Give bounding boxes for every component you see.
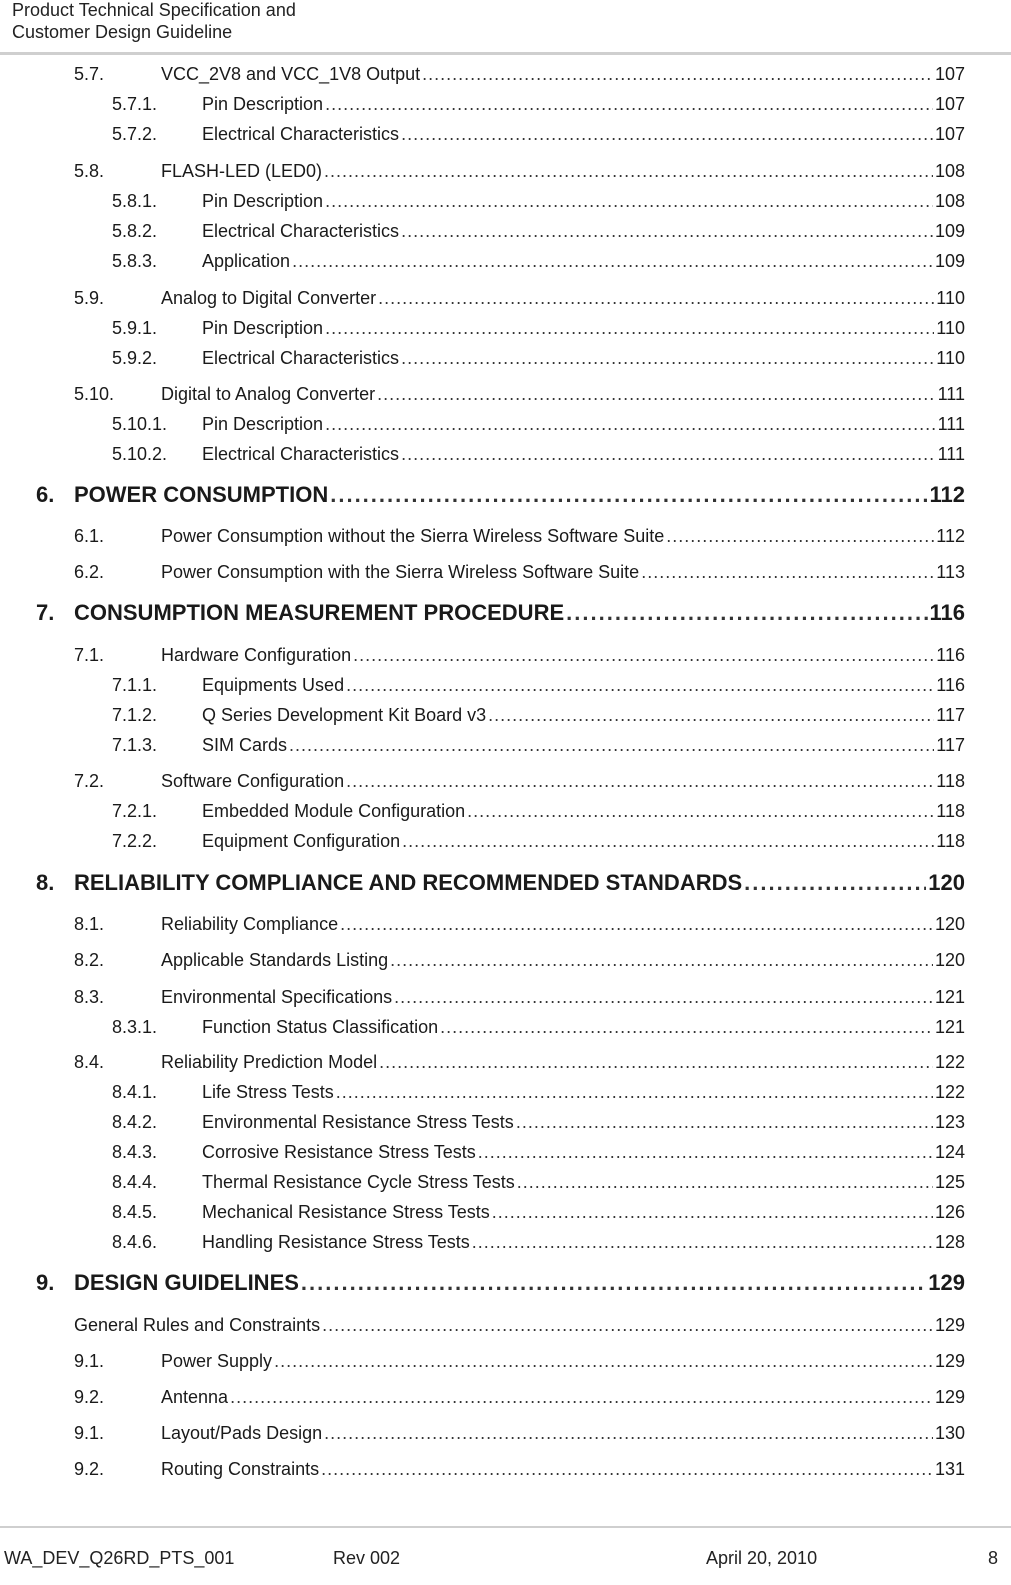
toc-dot-leader: [401, 348, 934, 369]
toc-entry-line: [74, 1315, 965, 1336]
toc-entry-title[interactable]: SIM Cards: [202, 735, 288, 755]
toc-dot-leader: [401, 124, 933, 145]
toc-entry-line: [202, 705, 965, 726]
toc-entry-line: [161, 1351, 965, 1372]
toc-entry-line: [202, 831, 965, 852]
toc-dot-leader: [641, 562, 934, 583]
toc-entry-number: 5.8.1.: [112, 191, 158, 211]
toc-entry-page-number[interactable]: 118: [936, 831, 965, 851]
toc-entry-number: 9.2.: [74, 1459, 105, 1479]
toc-entry-page-number[interactable]: 122: [934, 1082, 965, 1102]
toc-dot-leader: [353, 645, 934, 666]
toc-entry-number: 9.1.: [74, 1351, 105, 1371]
toc-entry-page-number[interactable]: 116: [929, 600, 965, 625]
toc-entry-line: [161, 288, 965, 309]
toc-entry-title[interactable]: Layout/Pads Design: [161, 1423, 323, 1443]
toc-entry-number: 8.3.: [74, 987, 105, 1007]
toc-entry-number: 8.4.3.: [112, 1142, 158, 1162]
toc-entry-number: 8.2.: [74, 950, 105, 970]
toc-entry-number: 8.: [36, 870, 55, 895]
toc-entry-line: [161, 64, 965, 85]
toc-entry-number: 5.7.2.: [112, 124, 158, 144]
toc-entry-line: [161, 1459, 965, 1480]
toc-entry-line: [161, 1423, 965, 1444]
toc-entry-page-number[interactable]: 129: [934, 1351, 965, 1371]
toc-dot-leader: [517, 1172, 933, 1193]
toc-entry-line: [202, 1112, 965, 1133]
toc-entry-number: 5.9.2.: [112, 348, 158, 368]
footer-revision: Rev 002: [333, 1548, 401, 1568]
toc-entry-title[interactable]: VCC_2V8 and VCC_1V8 Output: [161, 64, 421, 84]
toc-entry-title[interactable]: Q Series Development Kit Board v3: [202, 705, 487, 725]
toc-entry-page-number[interactable]: 129: [934, 1387, 965, 1407]
toc-entry-page-number[interactable]: 118: [936, 771, 965, 791]
toc-entry-line: [202, 124, 965, 145]
toc-entry-title[interactable]: Electrical Characteristics: [202, 348, 400, 368]
toc-entry-title[interactable]: Antenna: [161, 1387, 229, 1407]
toc-dot-leader: [488, 705, 934, 726]
toc-entry-page-number[interactable]: 116: [936, 675, 965, 695]
toc-entry-number: 5.7.: [74, 64, 105, 84]
toc-dot-leader: [325, 191, 933, 212]
toc-dot-leader: [324, 1423, 933, 1444]
toc-dot-leader: [330, 482, 927, 508]
toc-dot-leader: [324, 161, 933, 182]
toc-entry-page-number[interactable]: 111: [937, 414, 965, 434]
toc-entry-line: [202, 414, 965, 435]
footer-page-number: 8: [988, 1548, 999, 1568]
toc-entry-title[interactable]: FLASH-LED (LED0): [161, 161, 323, 181]
toc-entry-title[interactable]: Life Stress Tests: [202, 1082, 334, 1102]
toc-dot-leader: [230, 1387, 933, 1408]
toc-entry-page-number[interactable]: 109: [934, 221, 965, 241]
toc-dot-leader: [325, 94, 933, 115]
toc-entry-number: 7.1.: [74, 645, 105, 665]
toc-entry-page-number[interactable]: 112: [929, 482, 965, 507]
toc-entry-line: [161, 384, 965, 405]
footer-date: April 20, 2010: [706, 1548, 818, 1568]
toc-dot-leader: [744, 870, 926, 896]
toc-entry-line: [202, 1232, 965, 1253]
toc-dot-leader: [301, 1270, 926, 1296]
toc-dot-leader: [289, 735, 934, 756]
toc-entry-page-number[interactable]: 124: [934, 1142, 965, 1162]
toc-dot-leader: [346, 675, 934, 696]
toc-entry-title[interactable]: Power Consumption with the Sierra Wireless Software Suite: [161, 562, 640, 582]
toc-dot-leader: [390, 950, 933, 971]
toc-entry-number: 6.1.: [74, 526, 105, 546]
toc-entry-page-number[interactable]: 126: [934, 1202, 965, 1222]
toc-entry-line: [161, 645, 965, 666]
toc-entry-title[interactable]: Electrical Characteristics: [202, 444, 400, 464]
toc-dot-leader: [274, 1351, 933, 1372]
toc-entry-line: [161, 987, 965, 1008]
toc-entry-title[interactable]: Pin Description: [202, 414, 324, 434]
toc-dot-leader: [401, 444, 936, 465]
toc-dot-leader: [340, 914, 933, 935]
toc-entry-title[interactable]: Routing Constraints: [161, 1459, 320, 1479]
toc-entry-line: [202, 1082, 965, 1103]
toc-entry-page-number[interactable]: 120: [934, 914, 965, 934]
toc-entry-number: 5.10.1.: [112, 414, 168, 434]
toc-entry-line: [202, 1202, 965, 1223]
toc-entry-page-number[interactable]: 113: [936, 562, 965, 582]
toc-entry-number: 5.9.1.: [112, 318, 158, 338]
toc-dot-leader: [472, 1232, 933, 1253]
toc-entry-title[interactable]: Digital to Analog Converter: [161, 384, 376, 404]
toc-entry-title[interactable]: CONSUMPTION MEASUREMENT PROCEDURE: [74, 600, 565, 625]
toc-entry-page-number[interactable]: 117: [936, 735, 965, 755]
toc-entry-line: [202, 348, 965, 369]
toc-entry-number: 7.: [36, 600, 55, 625]
toc-entry-title[interactable]: Function Status Classification: [202, 1017, 439, 1037]
toc-entry-line: [161, 1052, 965, 1073]
toc-entry-title[interactable]: Analog to Digital Converter: [161, 288, 377, 308]
toc-entry-number: 8.3.1.: [112, 1017, 158, 1037]
toc-entry-line: [202, 1142, 965, 1163]
toc-dot-leader: [377, 384, 936, 405]
toc-entry-number: 5.8.3.: [112, 251, 158, 271]
toc-entry-number: 5.7.1.: [112, 94, 158, 114]
toc-entry-line: [202, 221, 965, 242]
toc-entry-title[interactable]: Corrosive Resistance Stress Tests: [202, 1142, 476, 1162]
toc-entry-line: [202, 191, 965, 212]
toc-dot-leader: [401, 221, 933, 242]
toc-dot-leader: [378, 288, 934, 309]
toc-dot-leader: [321, 1459, 933, 1480]
toc-entry-page-number[interactable]: 112: [936, 526, 965, 546]
toc-entry-title[interactable]: Mechanical Resistance Stress Tests: [202, 1202, 490, 1222]
toc-entry-page-number[interactable]: 111: [937, 384, 965, 404]
footer-document-id: WA_DEV_Q26RD_PTS_001: [4, 1548, 235, 1568]
toc-entry-page-number[interactable]: 107: [934, 94, 965, 114]
toc-entry-line: [202, 444, 965, 465]
header-title-line-1: Product Technical Specification and: [12, 0, 296, 20]
toc-entry-line: [202, 675, 965, 696]
toc-entry-number: 6.: [36, 482, 55, 507]
toc-entry-page-number[interactable]: 123: [934, 1112, 965, 1132]
toc-entry-line: [202, 801, 965, 822]
toc-entry-line: [74, 1270, 965, 1296]
header-title-line-2: Customer Design Guideline: [12, 22, 233, 42]
toc-entry-number: 7.1.1.: [112, 675, 158, 695]
toc-entry-number: 8.4.2.: [112, 1112, 158, 1132]
toc-entry-page-number[interactable]: 110: [936, 348, 965, 368]
toc-entry-line: [202, 318, 965, 339]
toc-entry-line: [161, 526, 965, 547]
toc-entry-title[interactable]: Equipment Configuration: [202, 831, 401, 851]
toc-entry-title[interactable]: Environmental Resistance Stress Tests: [202, 1112, 514, 1132]
toc-entry-page-number[interactable]: 116: [936, 645, 965, 665]
toc-dot-leader: [379, 1052, 933, 1073]
toc-entry-page-number[interactable]: 129: [934, 1315, 965, 1335]
toc-entry-number: 7.2.2.: [112, 831, 158, 851]
toc-entry-title[interactable]: Equipments Used: [202, 675, 345, 695]
toc-dot-leader: [478, 1142, 933, 1163]
toc-entry-number: 6.2.: [74, 562, 105, 582]
toc-dot-leader: [422, 64, 933, 85]
toc-dot-leader: [325, 414, 936, 435]
toc-entry-number: 5.10.: [74, 384, 115, 404]
toc-entry-title[interactable]: Electrical Characteristics: [202, 221, 400, 241]
toc-entry-title[interactable]: POWER CONSUMPTION: [74, 482, 329, 507]
toc-entry-title[interactable]: RELIABILITY COMPLIANCE AND RECOMMENDED STANDARDS: [74, 870, 743, 895]
toc-entry-title[interactable]: Hardware Configuration: [161, 645, 352, 665]
toc-entry-line: [202, 251, 965, 272]
toc-entry-number: 7.1.3.: [112, 735, 158, 755]
toc-entry-page-number[interactable]: 118: [936, 801, 965, 821]
toc-entry-title[interactable]: Embedded Module Configuration: [202, 801, 466, 821]
toc-dot-leader: [346, 771, 934, 792]
toc-entry-title[interactable]: Pin Description: [202, 191, 324, 211]
toc-entry-number: 5.8.: [74, 161, 105, 181]
toc-entry-number: 8.4.4.: [112, 1172, 158, 1192]
toc-entry-page-number[interactable]: 120: [928, 870, 965, 895]
page-footer: [0, 1526, 1011, 1585]
toc-entry-page-number[interactable]: 110: [936, 318, 965, 338]
toc-entry-title[interactable]: Software Configuration: [161, 771, 345, 791]
toc-entry-number: 8.1.: [74, 914, 105, 934]
toc-entry-number: 9.1.: [74, 1423, 105, 1443]
toc-entry-page-number[interactable]: 121: [934, 1017, 965, 1037]
toc-entry-title[interactable]: Application: [202, 251, 291, 271]
toc-entry-page-number[interactable]: 117: [936, 705, 965, 725]
toc-entry-line: [161, 771, 965, 792]
toc-entry-line: [202, 1172, 965, 1193]
toc-entry-page-number[interactable]: 130: [934, 1423, 965, 1443]
toc-dot-leader: [292, 251, 933, 272]
toc-entry-number: 9.: [36, 1270, 55, 1295]
toc-entry-page-number[interactable]: 120: [934, 950, 965, 970]
toc-entry-page-number[interactable]: 110: [936, 288, 965, 308]
toc-entry-page-number[interactable]: 109: [934, 251, 965, 271]
toc-entry-title[interactable]: Handling Resistance Stress Tests: [202, 1232, 470, 1252]
toc-entry-page-number[interactable]: 108: [934, 191, 965, 211]
toc-dot-leader: [467, 801, 934, 822]
toc-dot-leader: [666, 526, 934, 547]
toc-entry-title[interactable]: Pin Description: [202, 94, 324, 114]
toc-entry-page-number[interactable]: 108: [934, 161, 965, 181]
toc-dot-leader: [516, 1112, 933, 1133]
toc-dot-leader: [566, 600, 927, 626]
toc-entry-line: [161, 562, 965, 583]
toc-entry-line: [161, 1387, 965, 1408]
toc-dot-leader: [322, 1315, 933, 1336]
toc-entry-number: 7.2.1.: [112, 801, 158, 821]
toc-entry-line: [161, 161, 965, 182]
toc-entry-line: [161, 950, 965, 971]
toc-entry-number: 7.2.: [74, 771, 105, 791]
toc-dot-leader: [492, 1202, 933, 1223]
toc-entry-title[interactable]: General Rules and Constraints: [74, 1315, 321, 1335]
toc-entry-page-number[interactable]: 107: [934, 64, 965, 84]
toc-entry-number: 5.8.2.: [112, 221, 158, 241]
toc-entry-line: [74, 600, 965, 626]
toc-entry-number: 5.9.: [74, 288, 105, 308]
toc-entry-title[interactable]: Thermal Resistance Cycle Stress Tests: [202, 1172, 515, 1192]
toc-entry-title[interactable]: Pin Description: [202, 318, 324, 338]
toc-entry-page-number[interactable]: 111: [937, 444, 965, 464]
toc-dot-leader: [402, 831, 934, 852]
toc-entry-number: 8.4.5.: [112, 1202, 158, 1222]
toc-entry-line: [202, 94, 965, 115]
toc-entry-number: 8.4.: [74, 1052, 105, 1072]
toc-dot-leader: [336, 1082, 933, 1103]
toc-entry-number: 8.4.1.: [112, 1082, 158, 1102]
toc-entry-page-number[interactable]: 121: [934, 987, 965, 1007]
toc-dot-leader: [394, 987, 933, 1008]
toc-dot-leader: [440, 1017, 933, 1038]
toc-entry-line: [202, 735, 965, 756]
toc-entry-number: 5.10.2.: [112, 444, 168, 464]
toc-entry-line: [74, 870, 965, 896]
toc-entry-line: [161, 914, 965, 935]
toc-entry-title[interactable]: DESIGN GUIDELINES: [74, 1270, 299, 1295]
toc-entry-page-number[interactable]: 128: [934, 1232, 965, 1252]
toc-entry-title[interactable]: Reliability Prediction Model: [161, 1052, 378, 1072]
toc-entry-number: 7.1.2.: [112, 705, 158, 725]
toc-entry-title[interactable]: Reliability Compliance: [161, 914, 339, 934]
toc-entry-page-number[interactable]: 125: [934, 1172, 965, 1192]
toc-entry-page-number[interactable]: 129: [928, 1270, 965, 1295]
toc-entry-page-number[interactable]: 131: [934, 1459, 965, 1479]
toc-entry-page-number[interactable]: 122: [934, 1052, 965, 1072]
toc-entry-title[interactable]: Electrical Characteristics: [202, 124, 400, 144]
toc-entry-title[interactable]: Applicable Standards Listing: [161, 950, 389, 970]
toc-dot-leader: [325, 318, 934, 339]
toc-entry-title[interactable]: Power Supply: [161, 1351, 273, 1371]
toc-entry-number: 9.2.: [74, 1387, 105, 1407]
toc-entry-number: 8.4.6.: [112, 1232, 158, 1252]
toc-entry-line: [202, 1017, 965, 1038]
toc-entry-title[interactable]: Power Consumption without the Sierra Wireless Software Suite: [161, 526, 665, 546]
toc-entry-page-number[interactable]: 107: [934, 124, 965, 144]
toc-entry-title[interactable]: Environmental Specifications: [161, 987, 393, 1007]
toc-entry-line: [74, 482, 965, 508]
